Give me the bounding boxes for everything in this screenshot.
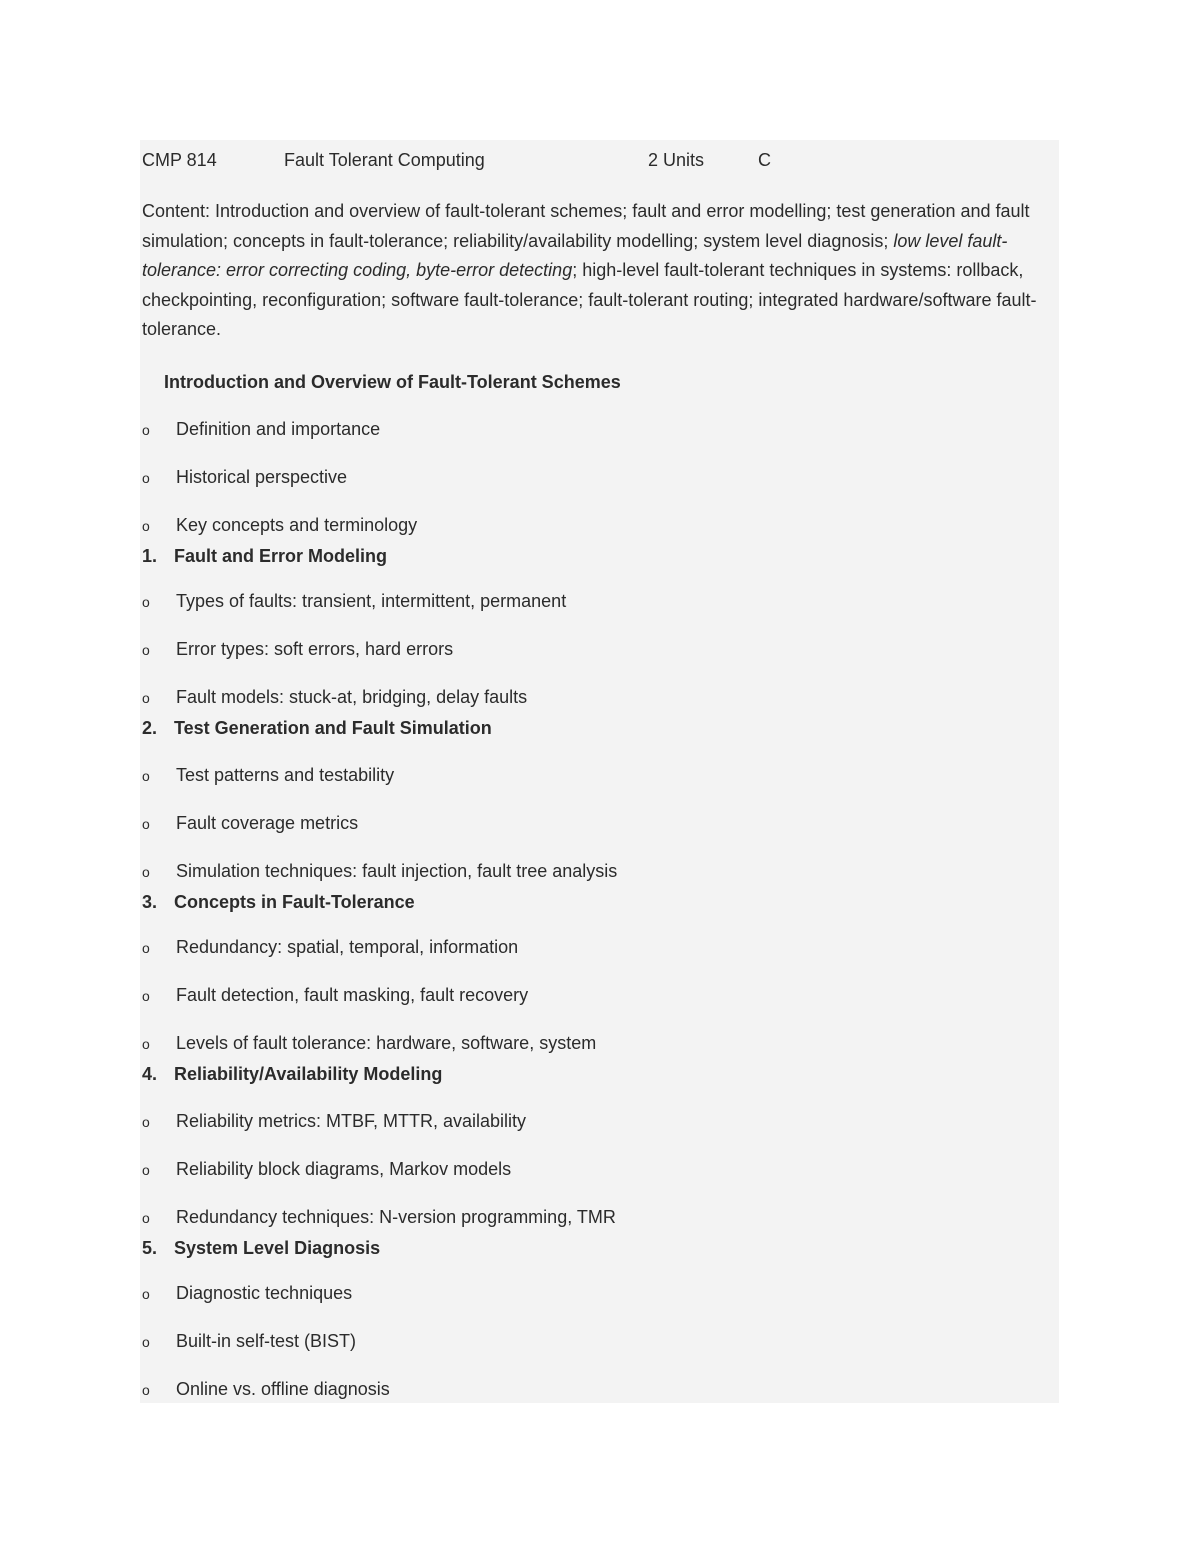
bullet-marker: o (142, 988, 150, 1004)
course-code: CMP 814 (142, 150, 217, 170)
bullet-marker: o (142, 1036, 150, 1052)
list-item-text: Test patterns and testability (176, 765, 395, 785)
list-item-text: Reliability block diagrams, Markov models (176, 1159, 512, 1179)
list-item (142, 935, 518, 960)
list-item-text: Error types: soft errors, hard errors (176, 639, 454, 659)
bullet-marker: o (142, 642, 150, 658)
list-item (142, 859, 617, 884)
list-item-text: Historical perspective (176, 467, 348, 487)
section-number: 2. (142, 718, 158, 738)
section-heading (142, 890, 415, 914)
bullet-marker: o (142, 1382, 150, 1398)
section-heading (142, 544, 387, 568)
section-number: 5. (142, 1238, 158, 1258)
section-number: 4. (142, 1064, 158, 1084)
content-text-end: ; high-level fault-tolerant techniques in systems: rollback, checkpointing, reconfiguration; software fault-tolerance; fault-tolerant routing; integrated hardware/software fault-tolerance. (142, 260, 1037, 340)
list-item-text: Types of faults: transient, intermittent, permanent (176, 591, 567, 611)
list-item (142, 1329, 356, 1354)
list-item-text: Levels of fault tolerance: hardware, software, system (176, 1033, 597, 1053)
list-item-text: Redundancy techniques: N-version programming, TMR (176, 1207, 616, 1227)
list-item-text: Fault models: stuck-at, bridging, delay faults (176, 687, 528, 707)
bullet-marker: o (142, 470, 150, 486)
list-item-text: Reliability metrics: MTBF, MTTR, availability (176, 1111, 527, 1131)
list-item (142, 513, 417, 538)
list-item-text: Diagnostic techniques (176, 1283, 353, 1303)
bullet-marker: o (142, 1162, 150, 1178)
bullet-marker: o (142, 1114, 150, 1130)
list-item (142, 637, 453, 662)
course-title: Fault Tolerant Computing (284, 150, 485, 170)
section-number: 1. (142, 546, 158, 566)
bullet-marker: o (142, 518, 150, 534)
section-title: Fault and Error Modeling (174, 546, 388, 566)
list-item (142, 811, 358, 836)
bullet-marker: o (142, 1210, 150, 1226)
bullet-marker: o (142, 864, 150, 880)
list-item (142, 589, 566, 614)
list-item (142, 417, 380, 442)
list-item-text: Fault detection, fault masking, fault recovery (176, 985, 529, 1005)
content-text: Content: Introduction and overview of fault-tolerant schemes; fault and error modelling; test generation and fault simulation; concepts in fault-tolerance; reliability/availability modelling; system level diagnosis; (142, 201, 1030, 251)
list-item-text: Built-in self-test (BIST) (176, 1331, 357, 1351)
section-title: Concepts in Fault-Tolerance (174, 892, 415, 912)
section-title: Test Generation and Fault Simulation (174, 718, 492, 738)
list-item (142, 983, 528, 1008)
list-item-text: Key concepts and terminology (176, 515, 418, 535)
section-heading (142, 1062, 442, 1086)
list-item-text: Fault coverage metrics (176, 813, 359, 833)
intro-heading: Introduction and Overview of Fault-Tolerant Schemes (164, 372, 621, 392)
section-number: 3. (142, 892, 158, 912)
bullet-marker: o (142, 1334, 150, 1350)
section-title: System Level Diagnosis (174, 1238, 381, 1258)
list-item-text: Online vs. offline diagnosis (176, 1379, 390, 1399)
list-item (142, 1377, 390, 1402)
list-item-text: Redundancy: spatial, temporal, information (176, 937, 519, 957)
list-item (142, 465, 347, 490)
bullet-marker: o (142, 690, 150, 706)
list-item (142, 1109, 526, 1134)
bullet-marker: o (142, 768, 150, 784)
section-heading (142, 1236, 380, 1260)
course-status: C (758, 150, 771, 170)
section-heading (142, 716, 492, 740)
bullet-marker: o (142, 1286, 150, 1302)
bullet-marker: o (142, 940, 150, 956)
content-italic-text: low level fault-tolerance: error correcting coding, byte-error detecting (142, 230, 1008, 281)
section-title: Reliability/Availability Modeling (174, 1064, 443, 1084)
list-item (142, 1157, 511, 1182)
list-item-text: Simulation techniques: fault injection, fault tree analysis (176, 861, 618, 881)
course-content-paragraph (142, 197, 1057, 345)
bullet-marker: o (142, 422, 150, 438)
bullet-marker: o (142, 816, 150, 832)
course-units: 2 Units (648, 150, 705, 170)
list-item (142, 1031, 596, 1056)
list-item-text: Definition and importance (176, 419, 381, 439)
list-item (142, 685, 527, 710)
bullet-marker: o (142, 594, 150, 610)
list-item (142, 763, 394, 788)
course-header (0, 148, 1200, 172)
list-item (142, 1205, 616, 1230)
list-item (142, 1281, 352, 1306)
